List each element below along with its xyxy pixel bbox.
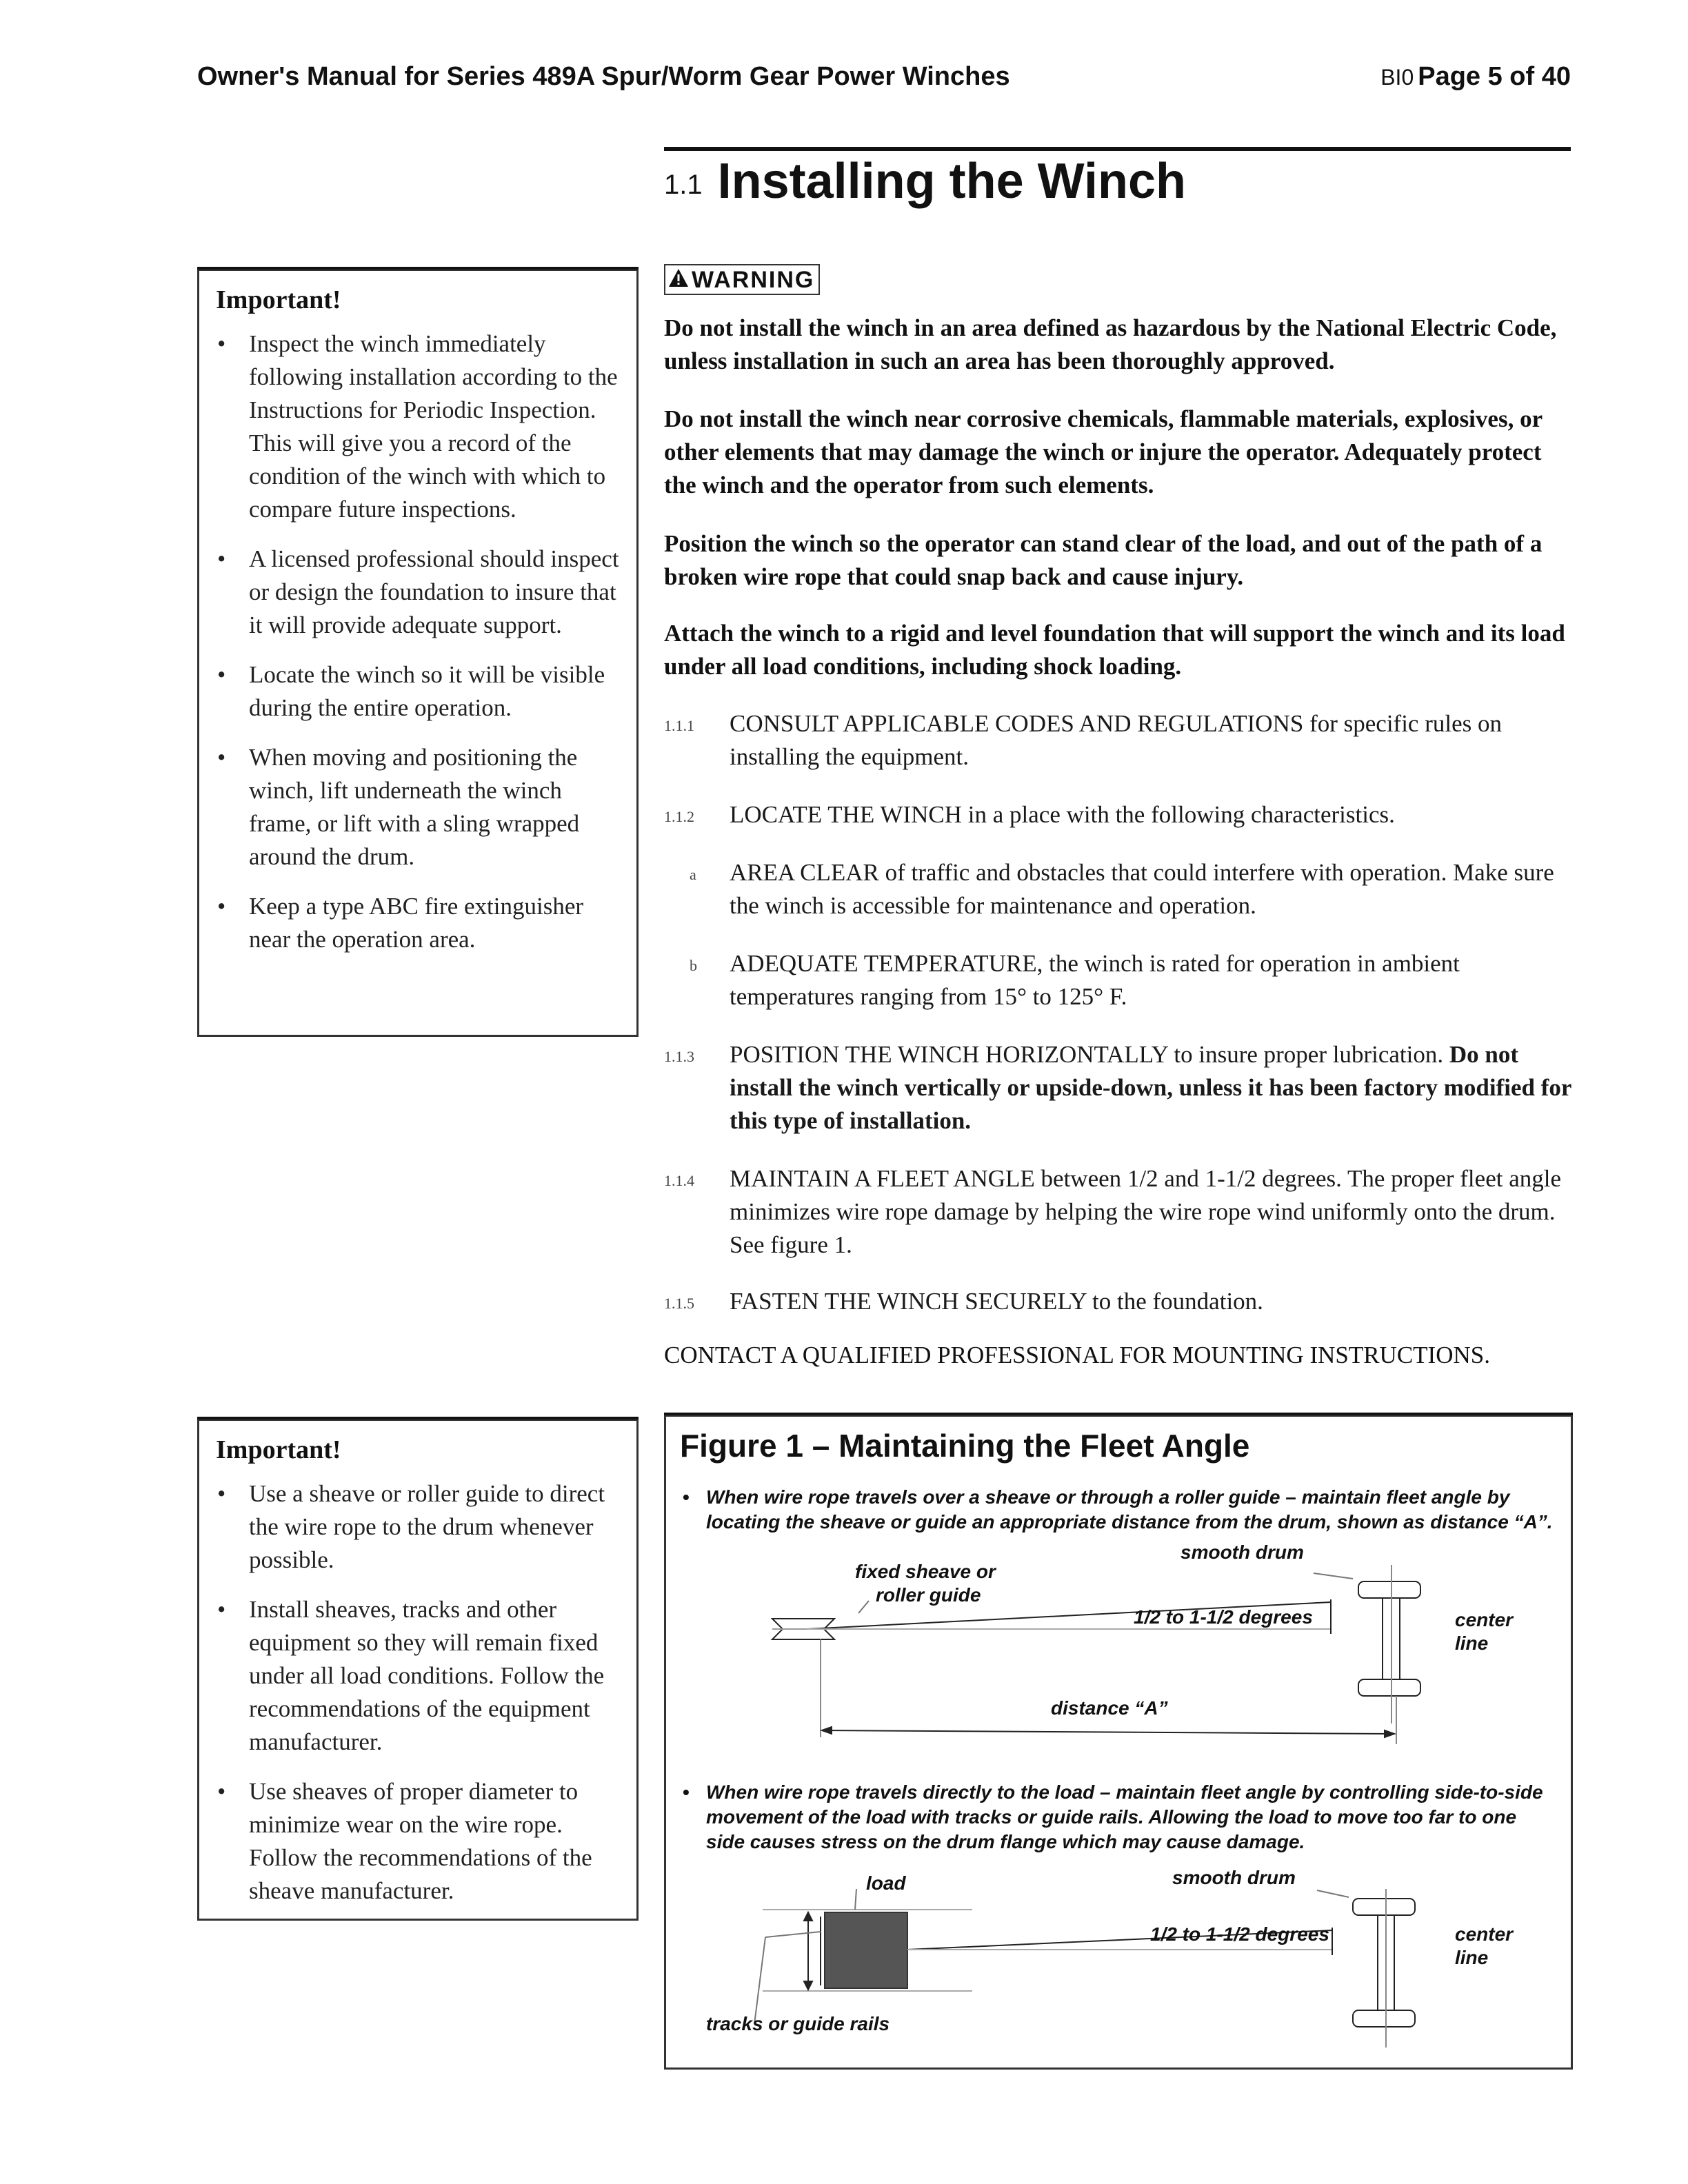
label-center: center	[1455, 1609, 1514, 1630]
label-smooth-drum: smooth drum	[1180, 1541, 1304, 1563]
sub-step-letter: a	[690, 866, 696, 883]
sub-step-a	[730, 856, 1578, 922]
important-heading: Important!	[216, 1435, 341, 1464]
figure-bullet	[683, 1485, 1554, 1535]
step-text: in a place with the following characteristics.	[962, 801, 1395, 828]
page-number	[1380, 62, 1571, 92]
important-item: • Install sheaves, tracks and other equipment so they will remain fixed under all load conditions. Follow the recommendations of the equipment manufacturer.	[216, 1593, 620, 1759]
step-number: 1.1.3	[664, 1048, 694, 1065]
important-list	[216, 1477, 620, 1908]
important-item: • Inspect the winch immediately following installation according to the Instructions for Periodic Inspection. This will give you a record of the condition of the winch with which to compare future inspections.	[216, 327, 620, 526]
important-item: • Keep a type ABC fire extinguisher near the operation area.	[216, 890, 620, 956]
drum-flange-top	[1358, 1581, 1420, 1598]
step-1-1-3	[730, 1038, 1578, 1138]
step-number: 1.1.2	[664, 808, 694, 825]
step-text: to insure proper lubrication.	[1167, 1041, 1449, 1068]
step-caps: AREA CLEAR	[730, 859, 879, 886]
label-distance-a: distance “A”	[1051, 1697, 1168, 1719]
step-text: between 1/2 and 1-1/2 degrees. The proper fleet angle minimizes wire rope damage by helping the wire rope wind uniformly onto the drum. See figure 1.	[730, 1165, 1561, 1258]
step-number: 1.1.1	[664, 717, 694, 734]
step-1-1-5	[730, 1285, 1578, 1318]
section-number: 1.1	[664, 170, 703, 200]
step-caps: LOCATE THE WINCH	[730, 801, 963, 828]
step-text: for specific rules on installing the equipment.	[730, 710, 1503, 770]
step-text: , the winch is rated for operation in ambient temperatures ranging from 15° to 125° F.	[730, 950, 1460, 1010]
drum-flange-bottom	[1358, 1679, 1420, 1696]
warning-paragraph: Attach the winch to a rigid and level foundation that will support the winch and its load under all load conditions, including shock loading.	[664, 620, 1565, 680]
figure-bullet	[683, 1780, 1554, 1854]
step-1-1-2	[730, 798, 1578, 831]
figure-bullet-text: When wire rope travels over a sheave or through a roller guide – maintain fleet angle by locating the sheave or guide an appropriate distance from the drum, shown as distance “A”.	[706, 1486, 1553, 1533]
section-heading	[664, 153, 1186, 210]
step-number: 1.1.4	[664, 1172, 694, 1189]
warning-triangle-icon	[668, 266, 689, 294]
important-box-sheaves	[197, 1419, 639, 1921]
label-fleet-angle: 1/2 to 1-1/2 degrees	[1150, 1923, 1329, 1945]
step-caps: POSITION THE WINCH HORIZONTALLY	[730, 1041, 1168, 1068]
step-1-1-4	[730, 1162, 1578, 1262]
label-tracks: tracks or guide rails	[706, 2013, 890, 2034]
label-smooth-drum: smooth drum	[1172, 1867, 1296, 1888]
label-fleet-angle: 1/2 to 1-1/2 degrees	[1134, 1606, 1313, 1628]
step-caps: ADEQUATE TEMPERATURE	[730, 950, 1037, 977]
figure-bullet-text: When wire rope travels directly to the load – maintain fleet angle by controlling side-to-side movement of the load with tracks or guide rails. Allowing the load to move too far to one side causes stress on the drum flange which may cause damage.	[706, 1781, 1543, 1852]
step-caps: FASTEN THE WINCH SECURELY	[730, 1288, 1087, 1315]
important-item: • Use sheaves of proper diameter to minimize wear on the wire rope. Follow the recommendations of the sheave manufacturer.	[216, 1775, 620, 1908]
label-line: line	[1455, 1632, 1489, 1654]
label-roller-guide: roller guide	[876, 1584, 981, 1606]
label-fixed-sheave: fixed sheave or	[855, 1561, 996, 1582]
step-number: 1.1.5	[664, 1295, 694, 1312]
sub-step-b	[730, 947, 1578, 1013]
label-center: center	[1455, 1923, 1514, 1945]
label-line: line	[1455, 1947, 1489, 1968]
drum-flange-top	[1353, 1899, 1415, 1915]
important-box-installation	[197, 269, 639, 1037]
step-caps: CONSULT APPLICABLE CODES AND REGULATIONS	[730, 710, 1304, 737]
important-item: • Use a sheave or roller guide to direct the wire rope to the drum whenever possible.	[216, 1477, 620, 1577]
drum-flange-bottom	[1353, 2010, 1415, 2027]
important-heading: Important!	[216, 285, 341, 314]
sub-step-letter: b	[690, 957, 697, 974]
figure-title: Figure 1 – Maintaining the Fleet Angle	[680, 1428, 1250, 1464]
section-rule	[664, 147, 1571, 151]
header-title: Owner's Manual for Series 489A Spur/Worm Gear Power Winches	[197, 62, 1010, 91]
distance-a-line	[825, 1730, 1391, 1734]
warning-label: WARNING	[692, 267, 815, 293]
step-bold-note: Do not install the winch vertically or upside-down, unless it has been factory modified for this type of installation.	[730, 1041, 1571, 1134]
warning-paragraph: Position the winch so the operator can stand clear of the load, and out of the path of a broken wire rope that could snap back and cause injury.	[664, 530, 1543, 590]
contact-note: CONTACT A QUALIFIED PROFESSIONAL FOR MOUNTING INSTRUCTIONS.	[664, 1342, 1490, 1368]
label-load: load	[866, 1872, 906, 1894]
important-item: • When moving and positioning the winch, lift underneath the winch frame, or lift with a sling wrapped around the drum.	[216, 741, 620, 873]
doc-code: BI0	[1380, 65, 1414, 90]
step-text: to the foundation.	[1086, 1288, 1263, 1315]
step-caps: MAINTAIN A FLEET ANGLE	[730, 1165, 1035, 1192]
important-item: • Locate the winch so it will be visible during the entire operation.	[216, 658, 620, 725]
step-1-1-1	[730, 707, 1578, 774]
section-title: Installing the Winch	[717, 154, 1186, 209]
bullet-dot: •	[683, 1781, 690, 1803]
load-block	[825, 1912, 907, 1988]
step-text: of traffic and obstacles that could interfere with operation. Make sure the winch is accessible for maintenance and operation.	[730, 859, 1554, 919]
bullet-dot: •	[683, 1486, 690, 1508]
warning-paragraph: Do not install the winch in an area defined as hazardous by the National Electric Code, unless installation in such an area has been thoroughly approved.	[664, 314, 1557, 374]
warning-badge	[664, 264, 820, 295]
warning-paragraph: Do not install the winch near corrosive chemicals, flammable materials, explosives, or other elements that may damage the winch or injure the operator. Adequately protect the winch and the operator from such elements.	[664, 405, 1543, 498]
page-label: Page 5 of 40	[1418, 62, 1571, 91]
important-list	[216, 327, 620, 956]
important-item: • A licensed professional should inspect or design the foundation to insure that it will provide adequate support.	[216, 543, 620, 642]
